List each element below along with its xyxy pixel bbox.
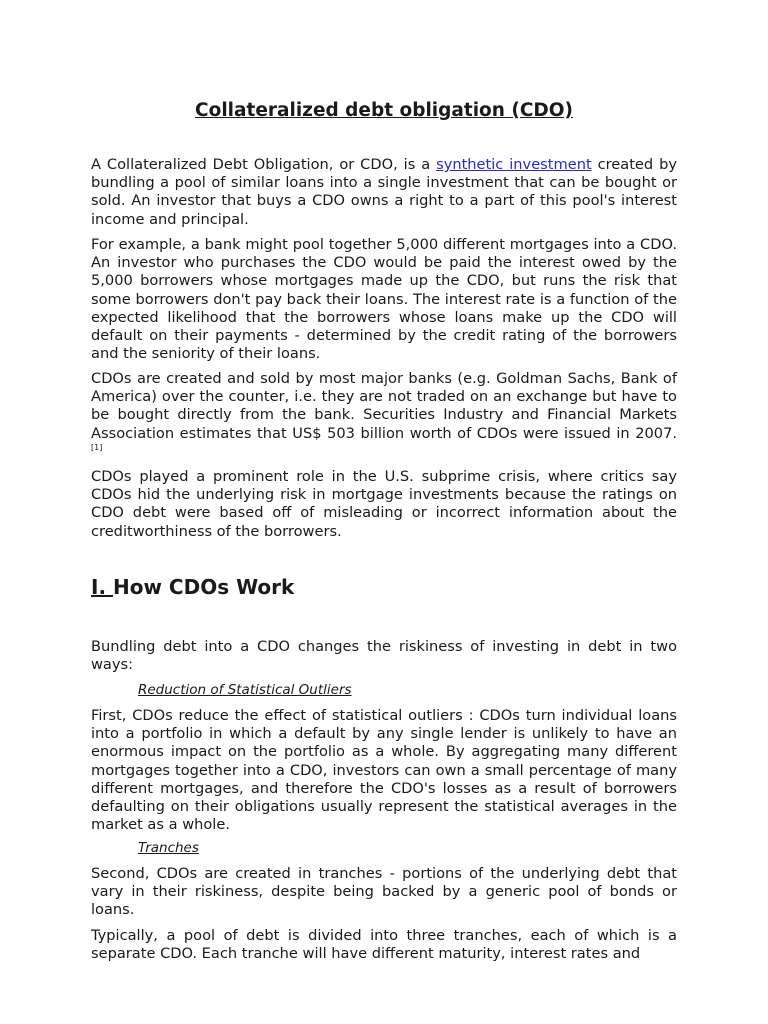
section-paragraph-4: Typically, a pool of debt is divided into three tranches, each of which is a separate CDO. Each tranche will have different maturity, interest rates and bbox=[91, 927, 677, 963]
section-paragraph-2: First, CDOs reduce the effect of statistical outliers : CDOs turn individual loans into a portfolio in which a default by any single lender is unlikely to have an enormous impact on the portfolio as a whole. By aggregating many different mortgages together into a CDO, investors can own a small percentage of many different mortgages, and therefore the CDO's losses as a result of borrowers defaulting on their obligations usually represent the statistical averages in the market as a whole. bbox=[91, 707, 677, 834]
intro-p1-text-start: A Collateralized Debt Obligation, or CDO, is a bbox=[91, 156, 437, 173]
section-paragraph-1: Bundling debt into a CDO changes the riskiness of investing in debt in two ways: bbox=[91, 638, 677, 674]
section-number: I. bbox=[91, 575, 114, 599]
subheading-tranches: Tranches bbox=[138, 840, 199, 856]
footnote-reference[interactable]: [1] bbox=[91, 442, 103, 452]
document-title: Collateralized debt obligation (CDO) bbox=[195, 100, 573, 121]
intro-paragraph-4: CDOs played a prominent role in the U.S. subprime crisis, where critics say CDOs hid the underlying risk in mortgage investments because the ratings on CDO debt were based off of misleading or incorrect information about the creditworthiness of the borrowers. bbox=[91, 468, 677, 540]
intro-paragraph-1 bbox=[91, 156, 677, 229]
intro-p3-text: CDOs are created and sold by most major banks (e.g. Goldman Sachs, Bank of America) over the counter, i.e. they are not traded on an exchange but have to be bought directly from the bank. Securities Industry and Financial Markets Association estimates that US$ 503 billion worth of CDOs were issued in 2007. bbox=[91, 370, 677, 442]
intro-paragraph-2: For example, a bank might pool together 5,000 different mortgages into a CDO. An investor who purchases the CDO would be paid the interest owed by the 5,000 borrowers whose mortgages made up the CDO, but runs the risk that some borrowers don't pay back their loans. The interest rate is a function of the expected likelihood that the borrowers whose loans make up the CDO will default on their payments - determined by the credit rating of the borrowers and the seniority of their loans. bbox=[91, 236, 677, 363]
subheading-statistical-outliers: Reduction of Statistical Outliers bbox=[138, 682, 352, 698]
intro-p1-text-end: created by bundling a pool of similar loans into a single investment that can be bought or sold. An investor that buys a CDO owns a right to a part of this pool's interest income and principal. bbox=[91, 156, 677, 228]
section-title: How CDOs Work bbox=[113, 575, 295, 599]
intro-paragraph-3 bbox=[91, 370, 677, 461]
section-heading bbox=[91, 574, 294, 600]
section-paragraph-3: Second, CDOs are created in tranches - portions of the underlying debt that vary in their riskiness, despite being backed by a generic pool of bonds or loans. bbox=[91, 865, 677, 919]
synthetic-investment-link[interactable]: synthetic investment bbox=[436, 156, 592, 173]
